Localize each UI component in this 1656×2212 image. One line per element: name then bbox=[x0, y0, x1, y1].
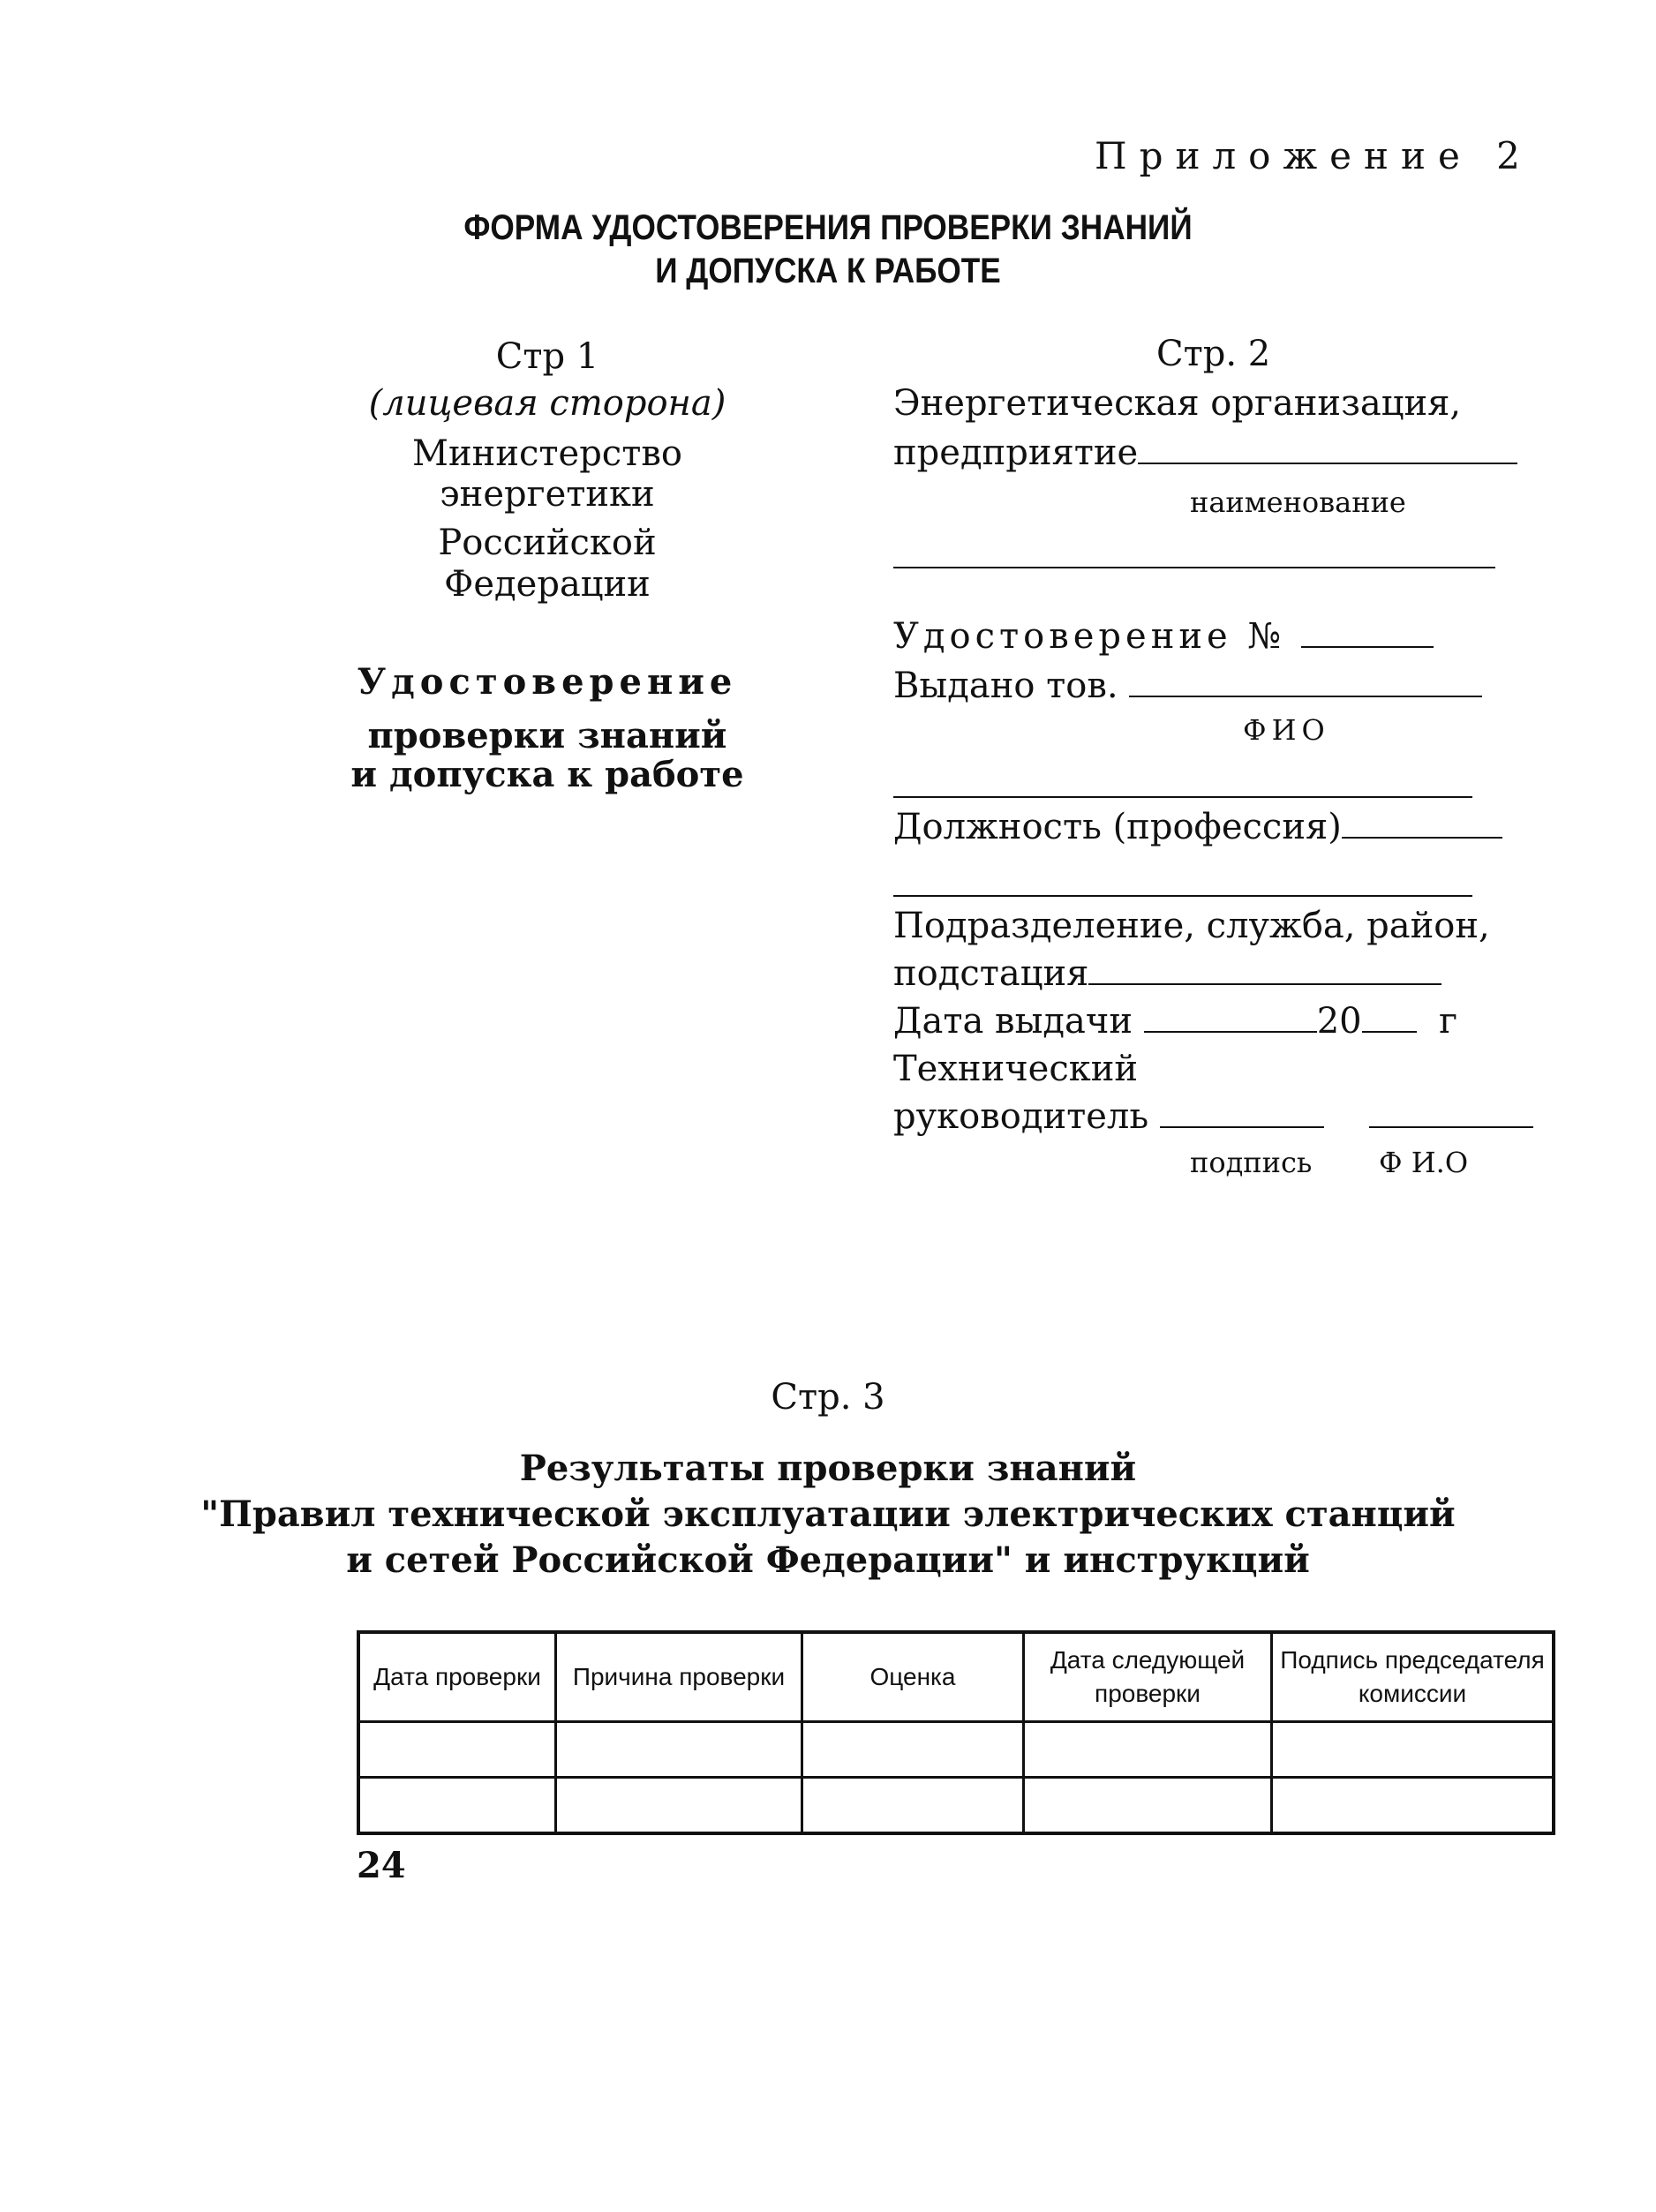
page-2-label: Стр. 2 bbox=[1156, 334, 1271, 374]
head-fio-blank[interactable] bbox=[1369, 1096, 1533, 1128]
table-row bbox=[358, 1778, 1554, 1834]
table-cell[interactable] bbox=[556, 1778, 802, 1834]
substation-label: подстация bbox=[893, 953, 1089, 994]
ministry-line-3: Российской bbox=[438, 523, 657, 564]
header-check-date: Дата проверки bbox=[358, 1632, 556, 1722]
position-continuation-blank[interactable] bbox=[893, 895, 1472, 897]
year-prefix: 20 bbox=[1316, 1001, 1362, 1042]
table-cell[interactable] bbox=[556, 1722, 802, 1778]
header-next-check-date: Дата следующей проверки bbox=[1024, 1632, 1272, 1722]
issue-date-row bbox=[893, 1001, 1457, 1042]
results-title-3: и сетей Российской Федерации" и инструкций bbox=[346, 1539, 1310, 1581]
certificate-number-blank[interactable] bbox=[1301, 616, 1434, 648]
table-cell[interactable] bbox=[358, 1778, 556, 1834]
head-fio-caption: Ф И.О bbox=[1379, 1146, 1469, 1179]
header-grade: Оценка bbox=[802, 1632, 1024, 1722]
table-cell[interactable] bbox=[358, 1722, 556, 1778]
substation-row bbox=[893, 953, 1441, 994]
page-1-label: Стр 1 bbox=[495, 336, 599, 377]
enterprise-label: предприятие bbox=[893, 433, 1139, 473]
table-cell[interactable] bbox=[802, 1722, 1024, 1778]
certificate-subtitle-1: проверки знаний bbox=[367, 714, 727, 756]
position-blank[interactable] bbox=[1342, 807, 1502, 839]
tech-head-row bbox=[893, 1096, 1533, 1137]
year-blank[interactable] bbox=[1362, 1001, 1417, 1033]
certificate-number-row bbox=[893, 616, 1434, 657]
signature-caption: подпись bbox=[1190, 1146, 1313, 1179]
form-heading-line-2: И ДОПУСКА К РАБОТЕ bbox=[655, 252, 1001, 290]
header-check-reason: Причина проверки bbox=[556, 1632, 802, 1722]
fio-blank[interactable] bbox=[893, 796, 1472, 798]
substation-blank[interactable] bbox=[1088, 953, 1441, 985]
issued-to-row bbox=[893, 666, 1482, 706]
name-caption: наименование bbox=[1190, 485, 1406, 519]
table-row bbox=[358, 1722, 1554, 1778]
fio-caption: ФИО bbox=[1243, 713, 1330, 747]
ministry-line-2: энергетики bbox=[440, 474, 655, 515]
appendix-label: Приложение 2 bbox=[1095, 134, 1532, 177]
page-number: 24 bbox=[357, 1845, 406, 1886]
enterprise-row bbox=[893, 433, 1517, 473]
page-1-front-side bbox=[335, 334, 759, 799]
certificate-subtitle-2: и допуска к работе bbox=[350, 754, 744, 796]
results-title-2: "Правил технической эксплуатации электрических станций bbox=[200, 1493, 1456, 1535]
results-title-1: Результаты проверки знаний bbox=[519, 1448, 1137, 1489]
issue-date-label: Дата выдачи bbox=[893, 1001, 1133, 1042]
signature-blank[interactable] bbox=[1160, 1096, 1324, 1128]
ministry-line-1: Министерство bbox=[412, 433, 682, 474]
tech-head-label-2: руководитель bbox=[893, 1096, 1149, 1137]
issue-date-blank[interactable] bbox=[1144, 1001, 1317, 1033]
header-chairman-signature: Подпись председателя комиссии bbox=[1272, 1632, 1554, 1722]
organization-label: Энергетическая организация, bbox=[893, 383, 1462, 424]
page-3-label: Стр. 3 bbox=[771, 1377, 885, 1418]
front-side-note: (лицевая сторона) bbox=[368, 382, 726, 424]
form-heading-line-1: ФОРМА УДОСТОВЕРЕНИЯ ПРОВЕРКИ ЗНАНИЙ bbox=[463, 208, 1193, 247]
table-cell[interactable] bbox=[1272, 1722, 1554, 1778]
certificate-title: Удостоверение bbox=[357, 660, 738, 703]
position-row bbox=[893, 807, 1502, 847]
issued-to-blank[interactable] bbox=[1129, 666, 1482, 697]
certificate-number-label: Удостоверение № bbox=[893, 616, 1286, 657]
ministry-line-4: Федерации bbox=[444, 563, 651, 605]
tech-head-label-1: Технический bbox=[893, 1049, 1139, 1089]
enterprise-blank[interactable] bbox=[1138, 433, 1517, 464]
issued-to-label: Выдано тов. bbox=[893, 666, 1118, 706]
enterprise-name-blank[interactable] bbox=[893, 567, 1495, 568]
table-cell[interactable] bbox=[1024, 1722, 1272, 1778]
table-header-row bbox=[358, 1632, 1554, 1722]
year-suffix: г bbox=[1439, 1001, 1458, 1042]
results-table bbox=[357, 1630, 1555, 1835]
table-cell[interactable] bbox=[802, 1778, 1024, 1834]
table-cell[interactable] bbox=[1024, 1778, 1272, 1834]
position-label: Должность (профессия) bbox=[893, 807, 1342, 847]
table-cell[interactable] bbox=[1272, 1778, 1554, 1834]
division-label: Подразделение, служба, район, bbox=[893, 906, 1490, 946]
